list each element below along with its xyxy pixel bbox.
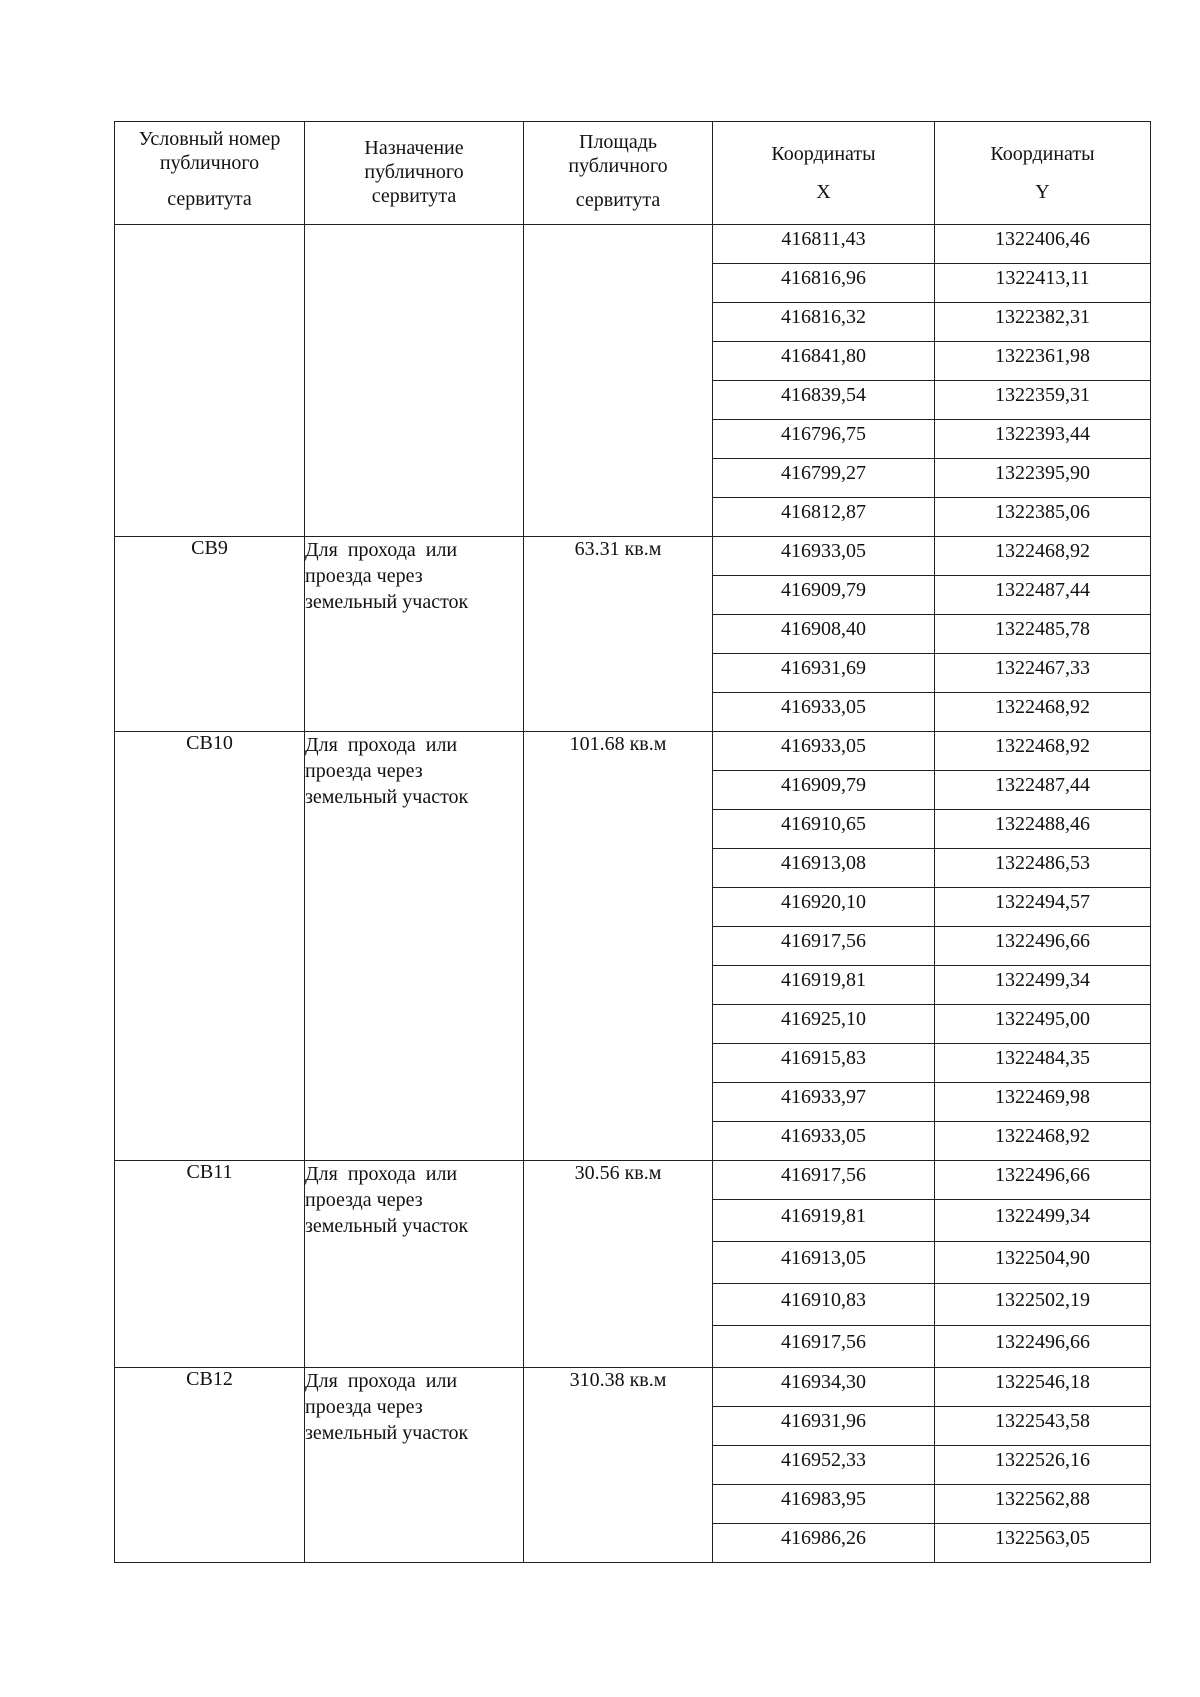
purpose-line: проезда через	[305, 1189, 423, 1211]
servitude-area-cell: 63.31 кв.м	[524, 537, 713, 732]
header-line: Площадь	[579, 131, 657, 153]
header-line: X	[816, 181, 831, 203]
purpose-line: Для прохода или	[305, 539, 458, 561]
purpose-line: Для прохода или	[305, 734, 458, 756]
coordinate-y-cell: 1322502,19	[935, 1284, 1151, 1326]
coordinate-y-cell: 1322468,92	[935, 693, 1151, 732]
purpose-line: земельный участок	[305, 1215, 469, 1237]
coordinate-x-cell: 416839,54	[713, 381, 935, 420]
purpose-line: проезда через	[305, 565, 423, 587]
coordinate-y-cell: 1322413,11	[935, 264, 1151, 303]
coordinate-x-cell: 416986,26	[713, 1524, 935, 1563]
header-line: публичного	[364, 161, 464, 183]
coordinate-y-cell: 1322487,44	[935, 576, 1151, 615]
coordinate-x-cell: 416796,75	[713, 420, 935, 459]
coordinate-y-cell: 1322469,98	[935, 1083, 1151, 1122]
coordinate-y-cell: 1322496,66	[935, 1161, 1151, 1200]
servitude-purpose-cell	[305, 1368, 524, 1563]
servitude-area-cell: 30.56 кв.м	[524, 1161, 713, 1368]
servitude-area-cell: 101.68 кв.м	[524, 732, 713, 1161]
coordinate-x-cell: 416910,65	[713, 810, 935, 849]
coordinate-y-cell: 1322563,05	[935, 1524, 1151, 1563]
coordinate-y-cell: 1322393,44	[935, 420, 1151, 459]
coordinate-y-cell: 1322395,90	[935, 459, 1151, 498]
servitude-area-cell: 310.38 кв.м	[524, 1368, 713, 1563]
coordinate-x-cell: 416841,80	[713, 342, 935, 381]
purpose-line: проезда через	[305, 760, 423, 782]
coordinate-y-cell: 1322496,66	[935, 927, 1151, 966]
coordinate-x-cell: 416799,27	[713, 459, 935, 498]
coordinate-x-cell: 416917,56	[713, 927, 935, 966]
coordinate-y-cell: 1322484,35	[935, 1044, 1151, 1083]
coordinate-x-cell: 416917,56	[713, 1161, 935, 1200]
coordinate-y-cell: 1322499,34	[935, 1200, 1151, 1242]
coordinate-y-cell: 1322467,33	[935, 654, 1151, 693]
header-servitude-area	[524, 122, 713, 225]
coordinate-y-cell: 1322504,90	[935, 1242, 1151, 1284]
header-line: Условный номер	[138, 128, 281, 150]
coordinate-x-cell: 416983,95	[713, 1485, 935, 1524]
purpose-line: земельный участок	[305, 1422, 469, 1444]
coordinate-x-cell: 416933,05	[713, 537, 935, 576]
coordinate-y-cell: 1322359,31	[935, 381, 1151, 420]
coordinate-x-cell: 416952,33	[713, 1446, 935, 1485]
coordinate-x-cell: 416925,10	[713, 1005, 935, 1044]
coordinate-y-cell: 1322382,31	[935, 303, 1151, 342]
coordinate-y-cell: 1322406,46	[935, 225, 1151, 264]
servitude-area-cell	[524, 225, 713, 537]
coordinate-x-cell: 416812,87	[713, 498, 935, 537]
coordinate-x-cell: 416917,56	[713, 1326, 935, 1368]
coordinate-y-cell: 1322361,98	[935, 342, 1151, 381]
coordinate-y-cell: 1322496,66	[935, 1326, 1151, 1368]
coordinate-x-cell: 416933,97	[713, 1083, 935, 1122]
coordinate-y-cell: 1322485,78	[935, 615, 1151, 654]
servitude-purpose-cell	[305, 1161, 524, 1368]
coordinate-x-cell: 416913,05	[713, 1242, 935, 1284]
header-line: сервитута	[167, 188, 252, 210]
coordinate-y-cell: 1322385,06	[935, 498, 1151, 537]
coordinate-x-cell: 416931,69	[713, 654, 935, 693]
header-line: сервитута	[575, 189, 661, 211]
coordinate-x-cell: 416934,30	[713, 1368, 935, 1407]
header-line: Координаты	[990, 143, 1095, 165]
coordinate-y-cell: 1322546,18	[935, 1368, 1151, 1407]
table-body	[115, 225, 1151, 1563]
coordinate-x-cell: 416919,81	[713, 966, 935, 1005]
header-servitude-number	[115, 122, 305, 225]
servitude-coordinates-table	[114, 121, 1151, 1563]
coordinate-x-cell: 416915,83	[713, 1044, 935, 1083]
header-line: сервитута	[371, 185, 457, 207]
coordinate-y-cell: 1322495,00	[935, 1005, 1151, 1044]
coordinate-y-cell: 1322488,46	[935, 810, 1151, 849]
coordinate-x-cell: 416933,05	[713, 693, 935, 732]
servitude-number-cell: СВ9	[115, 537, 305, 732]
coordinate-x-cell: 416913,08	[713, 849, 935, 888]
coordinate-x-cell: 416920,10	[713, 888, 935, 927]
servitude-number-cell	[115, 225, 305, 537]
table-row	[115, 732, 1151, 771]
coordinate-x-cell: 416933,05	[713, 1122, 935, 1161]
header-line: публичного	[568, 155, 668, 177]
coordinate-y-cell: 1322468,92	[935, 1122, 1151, 1161]
servitude-purpose-cell	[305, 537, 524, 732]
coordinate-y-cell: 1322468,92	[935, 537, 1151, 576]
coordinate-x-cell: 416909,79	[713, 771, 935, 810]
servitude-purpose-cell	[305, 225, 524, 537]
table-row	[115, 1161, 1151, 1200]
servitude-number-cell: СВ11	[115, 1161, 305, 1368]
header-coordinate-y	[935, 122, 1151, 225]
header-servitude-purpose	[305, 122, 524, 225]
coordinate-y-cell: 1322487,44	[935, 771, 1151, 810]
servitude-number-cell: СВ12	[115, 1368, 305, 1563]
header-line: Координаты	[771, 143, 876, 165]
purpose-line: земельный участок	[305, 786, 469, 808]
coordinate-x-cell: 416816,32	[713, 303, 935, 342]
coordinate-y-cell: 1322468,92	[935, 732, 1151, 771]
header-line: Назначение	[364, 137, 464, 159]
coordinate-x-cell: 416811,43	[713, 225, 935, 264]
coordinate-x-cell: 416908,40	[713, 615, 935, 654]
coordinate-x-cell: 416931,96	[713, 1407, 935, 1446]
purpose-line: Для прохода или	[305, 1370, 458, 1392]
coordinate-x-cell: 416910,83	[713, 1284, 935, 1326]
coordinate-y-cell: 1322494,57	[935, 888, 1151, 927]
coordinate-y-cell: 1322562,88	[935, 1485, 1151, 1524]
header-line: Y	[1035, 181, 1050, 203]
header-coordinate-x	[713, 122, 935, 225]
servitude-number-cell: СВ10	[115, 732, 305, 1161]
coordinate-x-cell: 416909,79	[713, 576, 935, 615]
table-header-row	[115, 122, 1151, 225]
coordinate-y-cell: 1322499,34	[935, 966, 1151, 1005]
coordinate-y-cell: 1322486,53	[935, 849, 1151, 888]
coordinate-x-cell: 416919,81	[713, 1200, 935, 1242]
coordinate-y-cell: 1322543,58	[935, 1407, 1151, 1446]
coordinate-x-cell: 416933,05	[713, 732, 935, 771]
purpose-line: Для прохода или	[305, 1163, 458, 1185]
coordinate-y-cell: 1322526,16	[935, 1446, 1151, 1485]
table-row	[115, 225, 1151, 264]
table-row	[115, 537, 1151, 576]
purpose-line: земельный участок	[305, 591, 469, 613]
table-row	[115, 1368, 1151, 1407]
header-line: публичного	[159, 152, 260, 174]
purpose-line: проезда через	[305, 1396, 423, 1418]
coordinate-x-cell: 416816,96	[713, 264, 935, 303]
servitude-purpose-cell	[305, 732, 524, 1161]
